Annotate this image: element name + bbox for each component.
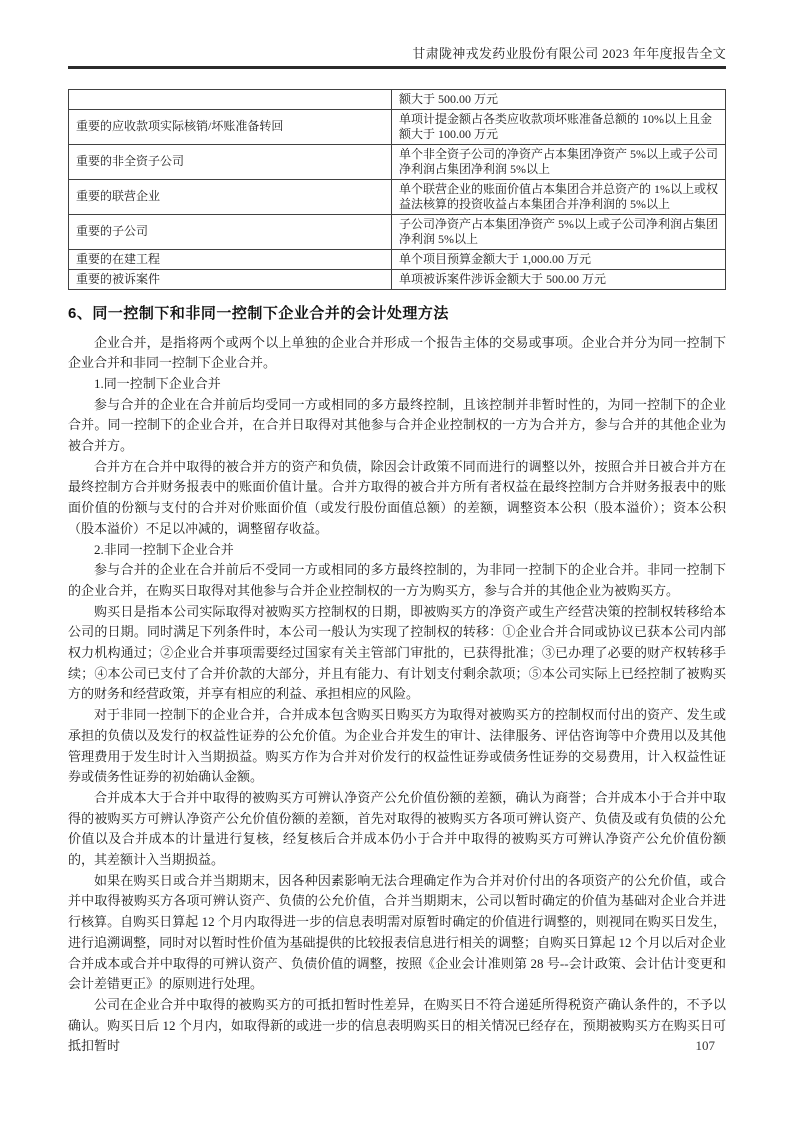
body-paragraph: 1.同一控制下企业合并 xyxy=(94,375,221,391)
page-number: 107 xyxy=(695,1038,715,1053)
header-divider xyxy=(68,66,726,69)
section-heading: 6、同一控制下和非同一控制下企业合并的会计处理方法 xyxy=(68,304,449,322)
table-row xyxy=(69,179,726,214)
body-paragraph: 对于非同一控制下的企业合并，合并成本包含购买日购买方为取得对被购买方的控制权而付出的资产、发生或承担的负债以及发行的权益性证券的公允价值。为企业合并发生的审计、法律服务、评估咨询等中介费用以及其他管理费用于发生时计入当期损益。购买方作为合并对价发行的权益性证券或债务性证券的交易费用，计入权益性证券或债务性证券的初始确认金额。 xyxy=(68,707,726,785)
table-row xyxy=(69,269,726,289)
table-row xyxy=(69,144,726,179)
item-criteria-cell: 单项被诉案件涉诉金额大于 500.00 万元 xyxy=(392,269,726,289)
item-criteria-cell: 单个非全资子公司的净资产占本集团净资产 5%以上或子公司净利润占集团净利润 5%以上 xyxy=(392,144,726,179)
criteria-table xyxy=(68,89,726,290)
body-paragraph: 如果在购买日或合并当期期末，因各种因素影响无法合理确定作为合并对价付出的各项资产的公允价值，或合并中取得被购买方各项可辨认资产、负债的公允价值，合并当期期末，公司以暂时确定的价值为基础对企业合并进行核算。自购买日算起 12 个月内取得进一步的信息表明需对原暂时确定的价值进行调整的，则视同在购买日发生，进行追溯调整，同时对以暂时性价值为基础提供的比较报表信息进行相关的调整；自购买日算起 12 个月以后对企业合并成本或合并中取得的可辨认资产、负债价值的调整，按照《企业会计准则第 28 号--会计政策、会计估计变更和会计差错更正》的原则进行处理。 xyxy=(68,872,726,992)
body-paragraph: 企业合并，是指将两个或两个以上单独的企业合并形成一个报告主体的交易或事项。企业合并分为同一控制下企业合并和非同一控制下企业合并。 xyxy=(68,334,726,371)
body-paragraph: 2.非同一控制下企业合并 xyxy=(94,541,234,557)
body-paragraph: 合并成本大于合并中取得的被购买方可辨认净资产公允价值份额的差额，确认为商誉；合并成本小于合并中取得的被购买方可辨认净资产公允价值份额的差额，首先对取得的被购买方各项可辨认资产、负债及或有负债的公允价值以及合并成本的计量进行复核，经复核后合并成本仍小于合并中取得的被购买方可辨认净资产公允价值份额的，其差额计入当期损益。 xyxy=(68,789,726,868)
item-criteria-cell: 子公司净资产占本集团净资产 5%以上或子公司净利润占集团净利润 5%以上 xyxy=(392,214,726,249)
item-label-cell: 重要的应收款项实际核销/坏账准备转回 xyxy=(69,109,392,144)
item-label-cell: 重要的子公司 xyxy=(69,214,392,249)
body-paragraph: 购买日是指本公司实际取得对被购买方控制权的日期，即被购买方的净资产或生产经营决策的控制权转移给本公司的日期。同时满足下列条件时，本公司一般认为实现了控制权的转移：①企业合并合同或协议已获本公司内部权力机构通过；②企业合并事项需要经过国家有关主管部门审批的，已获得批准；③已办理了必要的财产权转移手续；④本公司已支付了合并价款的大部分，并且有能力、有计划支付剩余款项；⑤本公司实际上已经控制了被购买方的财务和经营政策，并享有相应的利益、承担相应的风险。 xyxy=(68,603,726,702)
document-header xyxy=(68,0,726,66)
body-paragraph: 参与合并的企业在合并前后不受同一方或相同的多方最终控制的，为非同一控制下的企业合并。非同一控制下的企业合并，在购买日取得对其他参与合并企业控制权的一方为购买方，参与合并的其他企业为被购买方。 xyxy=(68,562,726,598)
section-body xyxy=(68,333,726,1058)
item-label-cell: 重要的在建工程 xyxy=(69,249,392,269)
item-criteria-cell: 单个项目预算金额大于 1,000.00 万元 xyxy=(392,249,726,269)
table-row xyxy=(69,249,726,269)
table-row xyxy=(69,109,726,144)
body-paragraph: 参与合并的企业在合并前后均受同一方或相同的多方最终控制，且该控制并非暂时性的，为同一控制下的企业合并。同一控制下的企业合并，在合并日取得对其他参与合并企业控制权的一方为合并方，参与合并的其他企业为被合并方。 xyxy=(68,396,726,454)
body-paragraph: 公司在企业合并中取得的被购买方的可抵扣暂时性差异，在购买日不符合递延所得税资产确认条件的，不予以确认。购买日后 12 个月内，如取得新的或进一步的信息表明购买日的相关情况已经存在，预期被购买方在购买日可抵扣暂时 xyxy=(68,997,726,1054)
table-row xyxy=(69,89,726,109)
page-content xyxy=(68,0,726,1057)
item-criteria-cell: 额大于 500.00 万元 xyxy=(392,89,726,109)
item-label-cell: 重要的联营企业 xyxy=(69,179,392,214)
item-label-cell: 重要的被诉案件 xyxy=(69,269,392,289)
item-criteria-cell: 单个联营企业的账面价值占本集团合并总资产的 1%以上或权益法核算的投资收益占本集团合并净利润的 5%以上 xyxy=(392,179,726,214)
item-criteria-cell: 单项计提金额占各类应收款项坏账准备总额的 10%以上且金额大于 100.00 万元 xyxy=(392,109,726,144)
table-row xyxy=(69,214,726,249)
item-label-cell: 重要的非全资子公司 xyxy=(69,144,392,179)
item-label-cell xyxy=(69,89,392,109)
body-paragraph: 合并方在合并中取得的被合并方的资产和负债，除因会计政策不同而进行的调整以外，按照合并日被合并方在最终控制方合并财务报表中的账面价值计量。合并方取得的被合并方所有者权益在最终控制方合并财务报表中的账面价值的份额与支付的合并对价账面价值（或发行股份面值总额）的差额，调整资本公积（股本溢价）；资本公积（股本溢价）不足以冲减的，调整留存收益。 xyxy=(68,458,726,536)
document-header-title: 甘肃陇神戎发药业股份有限公司 2023 年年度报告全文 xyxy=(412,46,726,61)
criteria-table-body xyxy=(69,89,726,289)
